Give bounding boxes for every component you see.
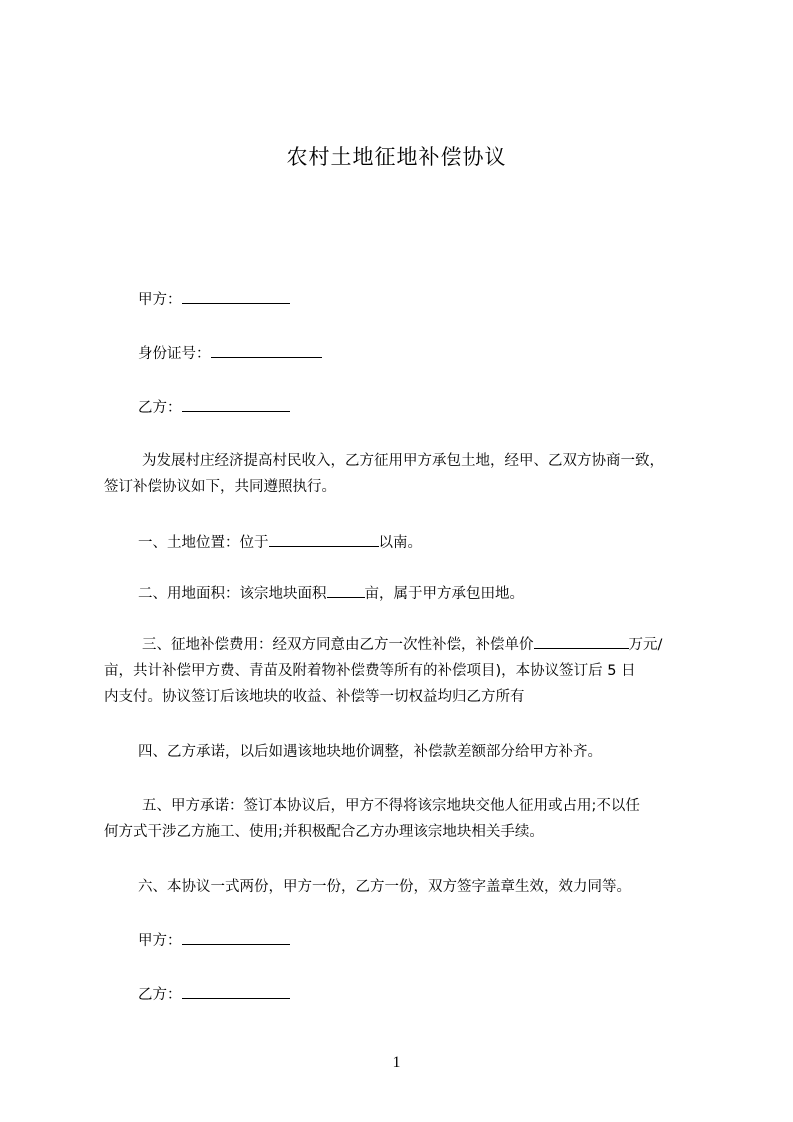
unit-price-blank[interactable] (534, 633, 629, 649)
party-a-field (104, 287, 738, 313)
clause-2-prefix: 二、用地面积：该宗地块面积 (138, 586, 327, 602)
document-title: 农村土地征地补偿协议 (286, 145, 507, 169)
clause-1 (104, 530, 738, 556)
clause-5-line-2: 何方式干涉乙方施工、使用;并积极配合乙方办理该宗地块相关手续。 (104, 824, 544, 840)
signature-party-b-blank[interactable] (182, 983, 290, 999)
page-number: 1 (392, 1054, 401, 1071)
clause-5-line-1: 五、甲方承诺：签订本协议后，甲方不得将该宗地块交他人征用或占用;不以任 (142, 798, 640, 814)
clause-3-unit: 万元/ (628, 637, 663, 653)
clause-3-prefix: 三、征地补偿费用：经双方同意由乙方一次性补偿，补偿单价 (142, 637, 534, 653)
clause-3-line-2: 亩，共计补偿甲方费、青苗及附着物补偿费等所有的补偿项目)，本协议签订后 5 日 (104, 663, 636, 679)
clause-1-prefix: 一、土地位置：位于 (138, 535, 269, 551)
clause-3 (104, 632, 716, 710)
party-a-label: 甲方： (138, 292, 182, 308)
signature-party-a-label: 甲方： (138, 933, 182, 949)
signature-party-b-label: 乙方： (138, 987, 182, 1003)
party-a-blank[interactable] (182, 288, 290, 304)
intro-paragraph (104, 448, 716, 500)
clause-1-suffix: 以南。 (378, 535, 422, 551)
clause-2 (104, 581, 738, 607)
party-b-field (104, 395, 738, 421)
id-number-field (104, 341, 738, 367)
intro-line-1: 为发展村庄经济提高村民收入，乙方征用甲方承包土地，经甲、乙双方协商一致， (142, 453, 664, 469)
area-blank[interactable] (327, 582, 365, 598)
id-number-label: 身份证号： (138, 346, 211, 362)
clause-5 (104, 793, 716, 845)
location-blank[interactable] (269, 531, 379, 547)
clause-4: 四、乙方承诺，以后如遇该地块地价调整，补偿款差额部分给甲方补齐。 (138, 744, 602, 760)
signature-party-a-blank[interactable] (182, 929, 290, 945)
party-b-label: 乙方： (138, 400, 182, 416)
intro-line-2: 签订补偿协议如下，共同遵照执行。 (104, 479, 336, 495)
clause-3-line-3: 内支付。协议签订后该地块的收益、补偿等一切权益均归乙方所有 (104, 689, 525, 705)
id-number-blank[interactable] (211, 342, 322, 358)
clause-3-line-1 (104, 632, 716, 658)
clause-6: 六、本协议一式两份，甲方一份，乙方一份，双方签字盖章生效，效力同等。 (138, 879, 631, 895)
party-b-blank[interactable] (182, 396, 290, 412)
signature-party-b (104, 982, 738, 1008)
signature-party-a (104, 928, 738, 954)
clause-2-suffix: 亩，属于甲方承包田地。 (364, 586, 524, 602)
